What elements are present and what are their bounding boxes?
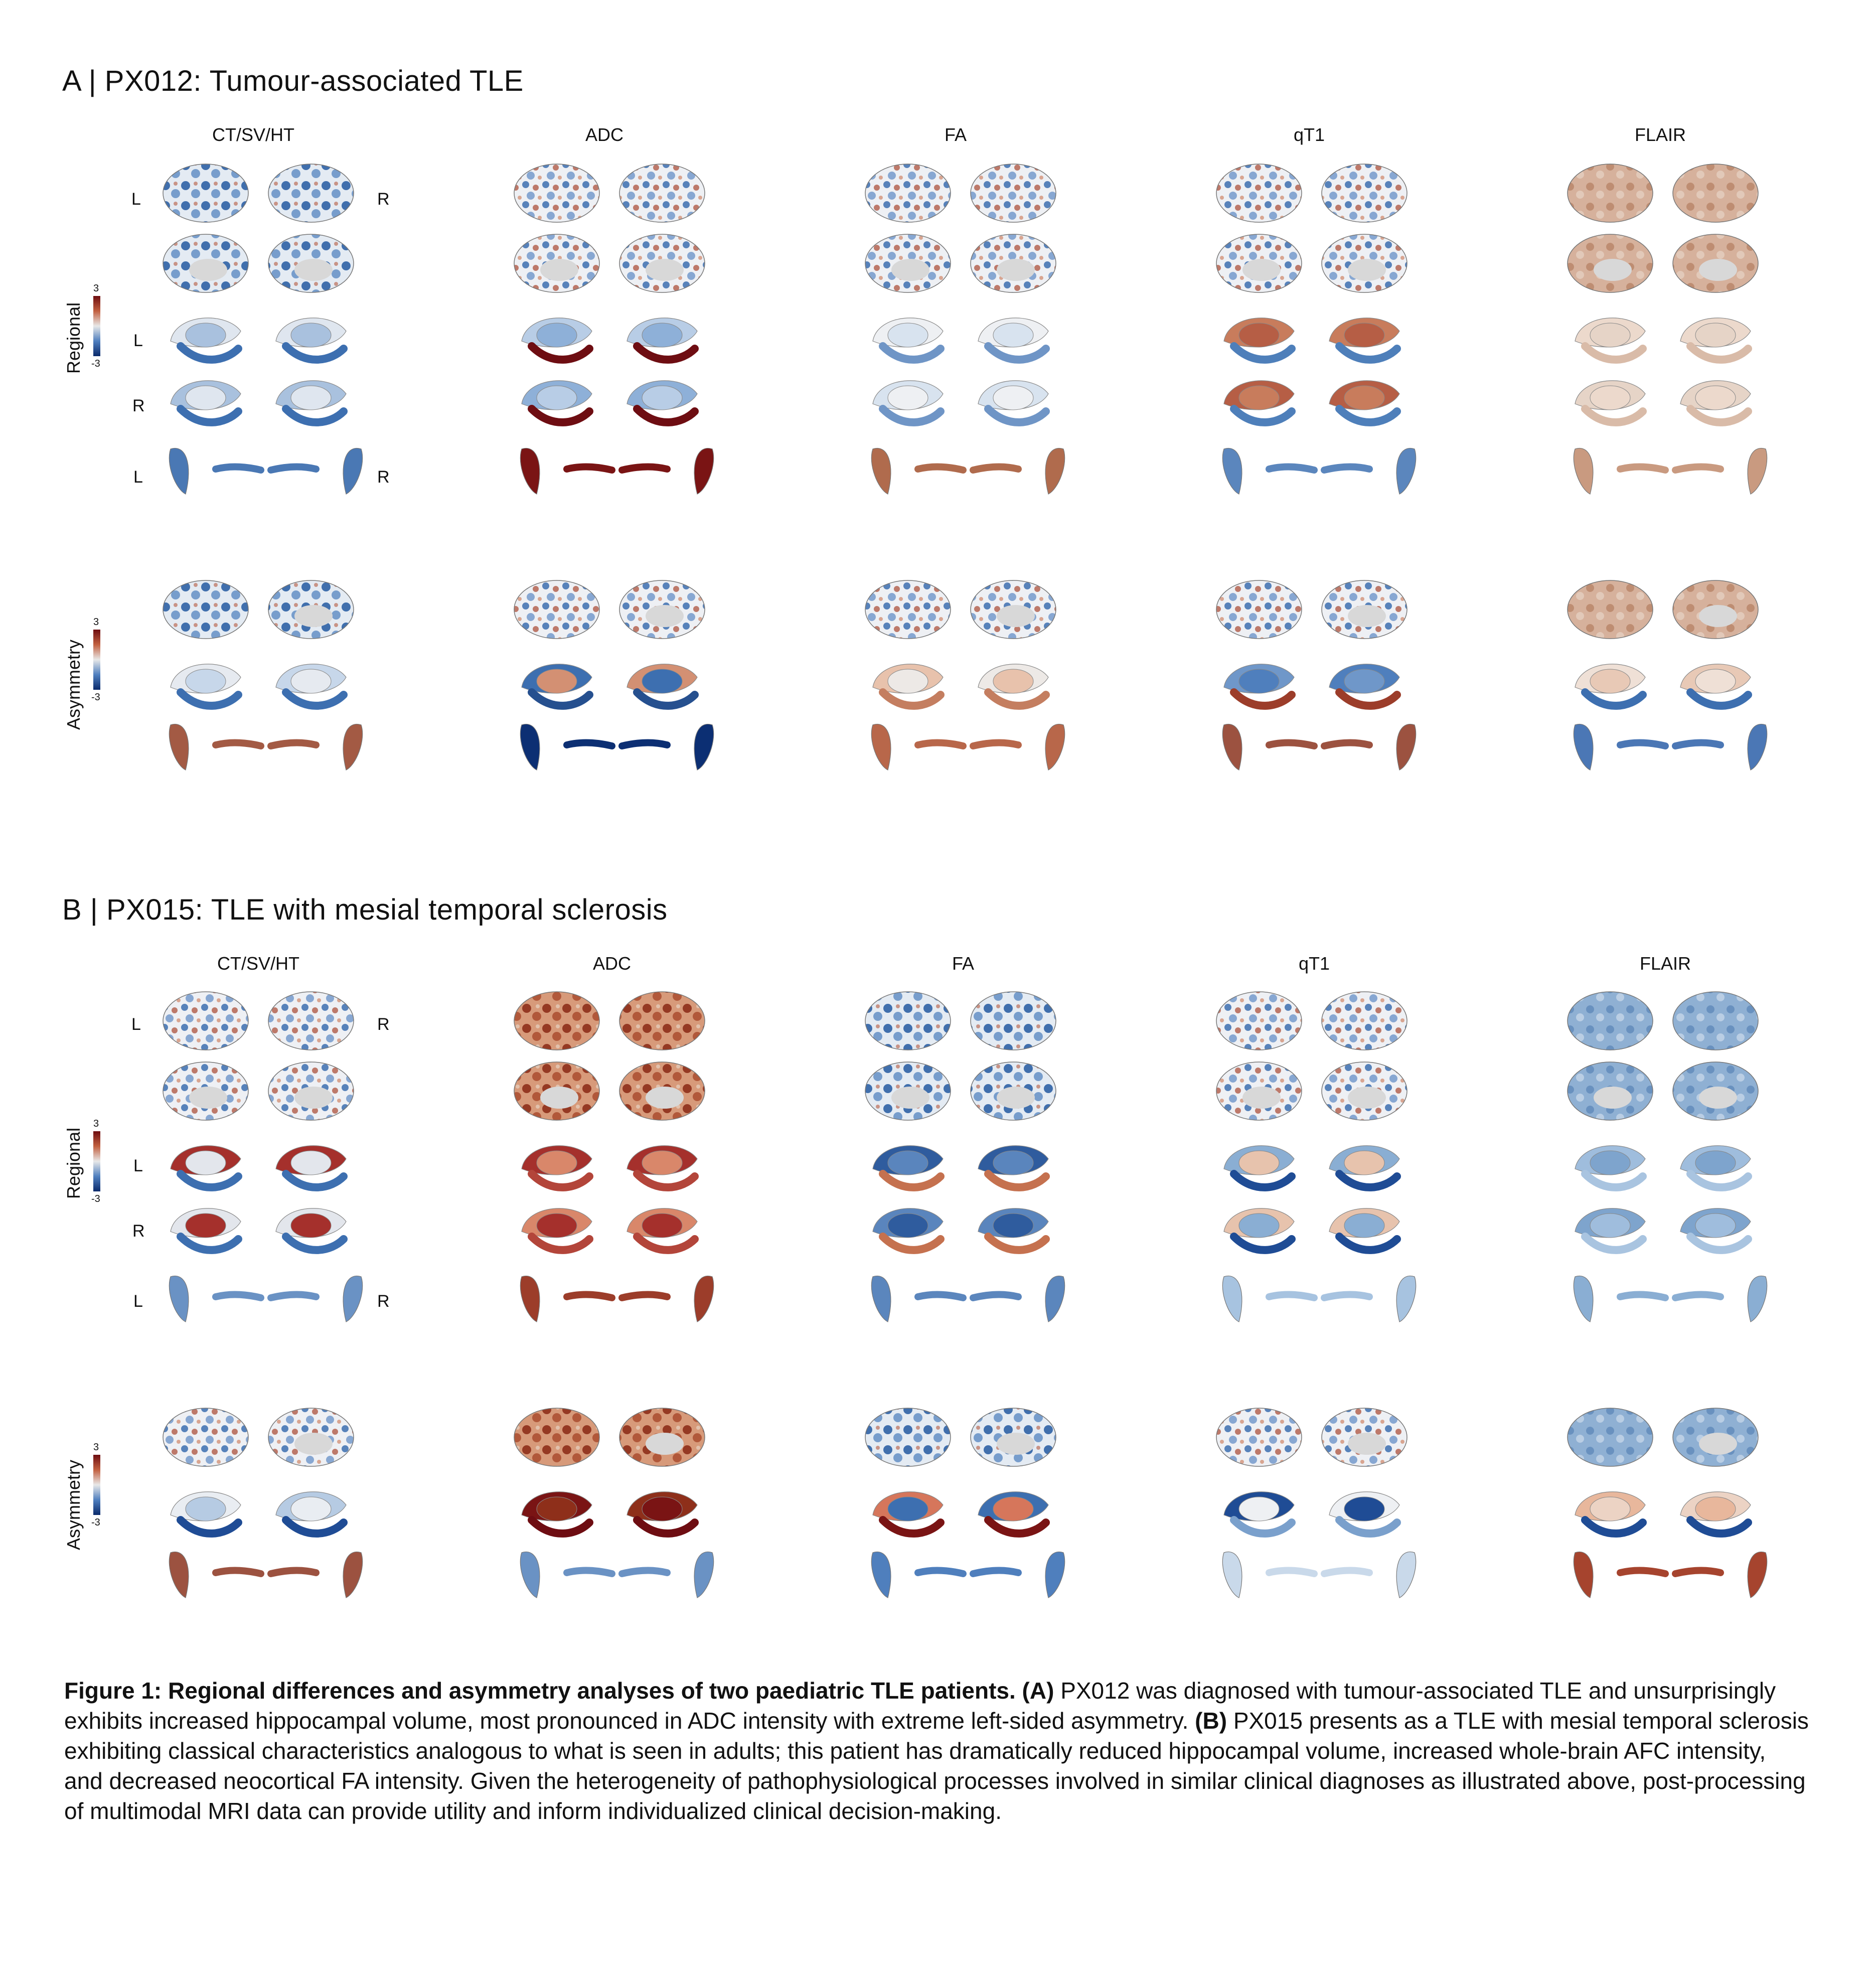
p0c2-asym-subcortical-right-nucleus	[993, 669, 1033, 693]
p1c0-lateral-right-hemisphere	[268, 992, 354, 1050]
p0c1-subcortical-right-1-tail	[637, 346, 695, 360]
p0c2-asym-subcortical-right-tail	[988, 692, 1046, 706]
p0c4-asym-subcortical-left-tail	[1585, 692, 1643, 706]
p0c1-subcortical-right-1-nucleus	[642, 323, 682, 347]
p0c2-hippocampus-flat-left	[918, 467, 963, 470]
p0c0-asym-subcortical-left-tail	[181, 692, 238, 706]
caption-b-tag: (B)	[1195, 1708, 1227, 1734]
p0c1-medial-left-hemisphere-core	[540, 259, 578, 281]
p0c0-subcortical-right-1-tail	[286, 346, 344, 360]
p1c1-subcortical-left-1-tail	[532, 1174, 589, 1187]
p0c2-asym-subcortical-left-nucleus	[888, 669, 928, 693]
p1c2-asym-hippocampus-flat-right	[973, 1570, 1018, 1574]
p0c1-asym-hippocampus-left	[520, 724, 540, 770]
p1c1-hippocampus-flat-right	[622, 1294, 667, 1298]
p1c0-asym-medial-core	[294, 1433, 333, 1455]
p0c1-asym-hippocampus-flat-left	[567, 742, 612, 746]
p0c4-subcortical-right-2-nucleus	[1695, 386, 1736, 410]
p0c0-medial-right-hemisphere-core	[294, 259, 333, 281]
p1c3-asym-subcortical-right-tail	[1339, 1520, 1397, 1534]
figure-caption	[64, 1676, 1810, 1826]
p1c0-asym-subcortical-right-tail	[286, 1520, 344, 1534]
p0c4-subcortical-left-2-tail	[1585, 409, 1643, 422]
panel-a-row-asymmetry: Asymmetry	[63, 640, 84, 730]
panel-b-col-adc: ADC	[592, 953, 632, 974]
panel-a-label-L3: L	[133, 468, 143, 487]
p0c3-subcortical-right-2-tail	[1339, 409, 1397, 422]
p1c1-subcortical-left-1-nucleus	[537, 1151, 577, 1175]
p1c1-subcortical-left-2-tail	[532, 1237, 589, 1250]
p1c3-subcortical-left-1-nucleus	[1239, 1151, 1279, 1175]
panel-a-col-adc: ADC	[585, 124, 624, 145]
p1c1-asym-subcortical-right-nucleus	[642, 1497, 682, 1521]
p0c2-asym-hippocampus-flat-right	[973, 742, 1018, 746]
p1c4-asym-subcortical-right-nucleus	[1695, 1497, 1736, 1521]
p0c2-subcortical-left-2-nucleus	[888, 386, 928, 410]
p1c4-lateral-left-hemisphere	[1568, 992, 1653, 1050]
panel-b-label-R2: R	[132, 1222, 145, 1241]
p1c0-asym-lateral	[163, 1408, 248, 1466]
p0c2-lateral-left-hemisphere	[865, 164, 951, 222]
p0c0-subcortical-left-2-nucleus	[186, 386, 226, 410]
p1c4-medial-left-hemisphere-core	[1594, 1087, 1632, 1109]
p0c3-subcortical-left-2-nucleus	[1239, 386, 1279, 410]
p1c1-hippocampus-flat-left	[567, 1294, 612, 1298]
p0c2-medial-left-hemisphere-core	[891, 259, 929, 281]
panel-b-colorbar-regional: -3 3	[91, 1118, 100, 1204]
p0c1-subcortical-right-2-tail	[637, 409, 695, 422]
p0c1-subcortical-left-2-nucleus	[537, 386, 577, 410]
panel-a-label-R3: R	[377, 468, 390, 487]
p0c3-subcortical-left-2-tail	[1234, 409, 1292, 422]
p1c2-asym-subcortical-left-nucleus	[888, 1497, 928, 1521]
p1c1-lateral-left-hemisphere	[514, 992, 599, 1050]
p1c4-asym-hippocampus-right	[1748, 1552, 1767, 1598]
panel-b-label-R1: R	[377, 1015, 390, 1034]
p0c0-subcortical-right-2-tail	[286, 409, 344, 422]
p0c3-hippocampus-right	[1396, 448, 1416, 494]
panel-b-row-asymmetry: Asymmetry	[63, 1460, 84, 1550]
p0c2-asym-medial-core	[997, 605, 1035, 627]
p0c1-medial-right-hemisphere-core	[646, 259, 684, 281]
p1c4-subcortical-left-1-tail	[1585, 1174, 1643, 1187]
panel-b-title: B | PX015: TLE with mesial temporal sclerosis	[62, 893, 668, 926]
p1c3-hippocampus-flat-left	[1269, 1294, 1314, 1298]
p0c3-subcortical-right-1-nucleus	[1344, 323, 1384, 347]
p1c0-subcortical-left-1-nucleus	[186, 1151, 226, 1175]
p1c2-lateral-right-hemisphere	[971, 992, 1056, 1050]
p0c1-asym-hippocampus-right	[694, 724, 714, 770]
p0c2-asym-subcortical-left-tail	[883, 692, 941, 706]
p0c3-asym-lateral	[1216, 580, 1302, 639]
p0c3-medial-left-hemisphere-core	[1242, 259, 1281, 281]
panel-a-label-L1: L	[131, 190, 141, 209]
p0c0-hippocampus-left	[169, 448, 189, 494]
p1c1-subcortical-right-2-nucleus	[642, 1213, 682, 1238]
p1c2-asym-lateral	[865, 1408, 951, 1466]
p1c4-hippocampus-flat-left	[1620, 1294, 1665, 1298]
p1c3-medial-right-hemisphere-core	[1348, 1087, 1386, 1109]
p0c1-hippocampus-left	[520, 448, 540, 494]
p0c4-medial-right-hemisphere-core	[1699, 259, 1737, 281]
p1c0-asym-hippocampus-right	[343, 1552, 363, 1598]
p0c3-subcortical-right-2-nucleus	[1344, 386, 1384, 410]
p0c1-hippocampus-right	[694, 448, 714, 494]
panel-b-colorbar-asymmetry: -3 3	[91, 1442, 100, 1528]
panel-a-col-fa: FA	[944, 124, 967, 145]
p0c1-subcortical-left-1-tail	[532, 346, 589, 360]
p0c4-asym-lateral	[1568, 580, 1653, 639]
p1c0-asym-hippocampus-flat-left	[216, 1570, 261, 1574]
p1c2-medial-left-hemisphere-core	[891, 1087, 929, 1109]
p1c4-subcortical-left-2-tail	[1585, 1237, 1643, 1250]
p1c1-asym-medial-core	[646, 1433, 684, 1455]
p0c3-asym-subcortical-right-tail	[1339, 692, 1397, 706]
p1c3-asym-hippocampus-left	[1222, 1552, 1242, 1598]
p0c3-asym-medial-core	[1348, 605, 1386, 627]
p1c1-medial-right-hemisphere-core	[646, 1087, 684, 1109]
panel-a-title: A | PX012: Tumour-associated TLE	[62, 65, 524, 97]
p0c1-lateral-left-hemisphere	[514, 164, 599, 222]
p1c0-subcortical-left-1-tail	[181, 1174, 238, 1187]
p1c1-asym-subcortical-left-nucleus	[537, 1497, 577, 1521]
p0c2-lateral-right-hemisphere	[971, 164, 1056, 222]
p1c3-asym-subcortical-left-tail	[1234, 1520, 1292, 1534]
p1c0-subcortical-right-2-tail	[286, 1237, 344, 1250]
p0c4-lateral-right-hemisphere	[1673, 164, 1758, 222]
p1c4-asym-hippocampus-left	[1574, 1552, 1593, 1598]
p0c4-hippocampus-left	[1574, 448, 1593, 494]
p0c1-asym-subcortical-right-tail	[637, 692, 695, 706]
p0c3-asym-hippocampus-left	[1222, 724, 1242, 770]
p1c0-medial-left-hemisphere-core	[189, 1087, 227, 1109]
p0c1-asym-medial-core	[646, 605, 684, 627]
p0c2-asym-lateral	[865, 580, 951, 639]
p0c2-subcortical-left-1-tail	[883, 346, 941, 360]
panel-a-colorbar-regional: -3 3	[91, 283, 100, 369]
p0c1-lateral-right-hemisphere	[619, 164, 705, 222]
p1c0-medial-right-hemisphere-core	[294, 1087, 333, 1109]
p1c3-asym-lateral	[1216, 1408, 1302, 1466]
p0c2-medial-right-hemisphere-core	[997, 259, 1035, 281]
p0c1-subcortical-left-1-nucleus	[537, 323, 577, 347]
p0c2-subcortical-left-1-nucleus	[888, 323, 928, 347]
p0c4-subcortical-right-1-tail	[1690, 346, 1748, 360]
p1c1-asym-hippocampus-left	[520, 1552, 540, 1598]
p1c0-subcortical-left-2-nucleus	[186, 1213, 226, 1238]
p0c3-asym-subcortical-left-nucleus	[1239, 669, 1279, 693]
panel-a-label-L2: L	[133, 331, 143, 350]
p0c0-lateral-right-hemisphere	[268, 164, 354, 222]
p1c2-medial-right-hemisphere-core	[997, 1087, 1035, 1109]
p0c1-subcortical-left-2-tail	[532, 409, 589, 422]
p0c4-hippocampus-flat-right	[1675, 467, 1721, 470]
panel-b-row-regional: Regional	[63, 1127, 84, 1199]
p1c2-lateral-left-hemisphere	[865, 992, 951, 1050]
p0c4-asym-subcortical-right-nucleus	[1695, 669, 1736, 693]
caption-a-tag: (A)	[1022, 1678, 1054, 1704]
p1c3-lateral-right-hemisphere	[1322, 992, 1407, 1050]
p1c4-hippocampus-right	[1748, 1276, 1767, 1322]
p1c4-subcortical-left-2-nucleus	[1590, 1213, 1630, 1238]
p0c0-asym-subcortical-right-nucleus	[291, 669, 331, 693]
p1c4-subcortical-left-1-nucleus	[1590, 1151, 1630, 1175]
p1c3-hippocampus-right	[1396, 1276, 1416, 1322]
p0c4-asym-medial-core	[1699, 605, 1737, 627]
p0c0-asym-hippocampus-right	[343, 724, 363, 770]
p0c2-subcortical-right-2-nucleus	[993, 386, 1033, 410]
p1c2-hippocampus-flat-right	[973, 1294, 1018, 1298]
p1c2-asym-hippocampus-flat-left	[918, 1570, 963, 1574]
p0c2-hippocampus-flat-right	[973, 467, 1018, 470]
p0c0-subcortical-left-2-tail	[181, 409, 238, 422]
p1c4-asym-subcortical-right-tail	[1690, 1520, 1748, 1534]
p1c1-medial-left-hemisphere-core	[540, 1087, 578, 1109]
p0c2-subcortical-right-1-tail	[988, 346, 1046, 360]
p0c3-lateral-left-hemisphere	[1216, 164, 1302, 222]
p1c3-subcortical-right-2-nucleus	[1344, 1213, 1384, 1238]
p0c0-asym-lateral	[163, 580, 248, 639]
p0c4-subcortical-left-2-nucleus	[1590, 386, 1630, 410]
p1c4-subcortical-right-1-tail	[1690, 1174, 1748, 1187]
p0c4-asym-subcortical-right-tail	[1690, 692, 1748, 706]
p1c1-subcortical-right-1-tail	[637, 1174, 695, 1187]
p1c1-hippocampus-left	[520, 1276, 540, 1322]
p0c1-hippocampus-flat-right	[622, 467, 667, 470]
p1c0-hippocampus-right	[343, 1276, 363, 1322]
p0c4-asym-hippocampus-right	[1748, 724, 1767, 770]
p1c4-asym-medial-core	[1699, 1433, 1737, 1455]
p0c3-lateral-right-hemisphere	[1322, 164, 1407, 222]
p1c1-asym-hippocampus-flat-right	[622, 1570, 667, 1574]
p0c1-asym-subcortical-right-nucleus	[642, 669, 682, 693]
p1c3-hippocampus-left	[1222, 1276, 1242, 1322]
p1c4-subcortical-right-2-tail	[1690, 1237, 1748, 1250]
p0c2-hippocampus-left	[871, 448, 891, 494]
p0c3-hippocampus-left	[1222, 448, 1242, 494]
p0c3-subcortical-left-1-nucleus	[1239, 323, 1279, 347]
p1c3-subcortical-left-2-tail	[1234, 1237, 1292, 1250]
p0c0-asym-hippocampus-flat-left	[216, 742, 261, 746]
p0c0-medial-left-hemisphere-core	[189, 259, 227, 281]
panel-b-label-L1: L	[131, 1015, 141, 1034]
p1c4-asym-hippocampus-flat-right	[1675, 1570, 1721, 1574]
p1c2-subcortical-left-1-tail	[883, 1174, 941, 1187]
p0c2-subcortical-left-2-tail	[883, 409, 941, 422]
p1c3-lateral-left-hemisphere	[1216, 992, 1302, 1050]
p1c3-hippocampus-flat-right	[1324, 1294, 1369, 1298]
p0c3-hippocampus-flat-left	[1269, 467, 1314, 470]
p1c0-subcortical-left-2-tail	[181, 1237, 238, 1250]
p1c1-asym-hippocampus-flat-left	[567, 1570, 612, 1574]
p1c2-subcortical-right-1-tail	[988, 1174, 1046, 1187]
p1c1-hippocampus-right	[694, 1276, 714, 1322]
p1c3-asym-hippocampus-flat-left	[1269, 1570, 1314, 1574]
p0c0-subcortical-right-1-nucleus	[291, 323, 331, 347]
p0c3-subcortical-right-1-tail	[1339, 346, 1397, 360]
p1c1-subcortical-right-1-nucleus	[642, 1151, 682, 1175]
p0c2-asym-hippocampus-right	[1045, 724, 1065, 770]
p0c0-asym-subcortical-right-tail	[286, 692, 344, 706]
p0c0-hippocampus-right	[343, 448, 363, 494]
p1c0-hippocampus-left	[169, 1276, 189, 1322]
p0c4-subcortical-right-2-tail	[1690, 409, 1748, 422]
p1c4-asym-lateral	[1568, 1408, 1653, 1466]
p0c4-subcortical-left-1-tail	[1585, 346, 1643, 360]
p1c3-medial-left-hemisphere-core	[1242, 1087, 1281, 1109]
p1c1-asym-subcortical-left-tail	[532, 1520, 589, 1534]
p0c3-hippocampus-flat-right	[1324, 467, 1369, 470]
p1c0-asym-subcortical-left-nucleus	[186, 1497, 226, 1521]
p1c0-asym-hippocampus-flat-right	[271, 1570, 316, 1574]
p0c3-asym-hippocampus-flat-left	[1269, 742, 1314, 746]
p1c3-asym-hippocampus-right	[1396, 1552, 1416, 1598]
p1c0-lateral-left-hemisphere	[163, 992, 248, 1050]
panel-a-col-qt1: qT1	[1293, 124, 1325, 145]
p0c4-asym-hippocampus-left	[1574, 724, 1593, 770]
p1c2-hippocampus-right	[1045, 1276, 1065, 1322]
panel-b-col-qt1: qT1	[1298, 953, 1330, 974]
p0c4-lateral-left-hemisphere	[1568, 164, 1653, 222]
panel-a-colorbar-asymmetry: -3 3	[91, 617, 100, 703]
p0c4-medial-left-hemisphere-core	[1594, 259, 1632, 281]
p1c3-subcortical-left-1-tail	[1234, 1174, 1292, 1187]
p1c1-asym-hippocampus-right	[694, 1552, 714, 1598]
p1c4-medial-right-hemisphere-core	[1699, 1087, 1737, 1109]
p1c1-subcortical-left-2-nucleus	[537, 1213, 577, 1238]
panel-b-col-ct: CT/SV/HT	[217, 953, 300, 974]
panel-b-col-fa: FA	[952, 953, 975, 974]
p0c0-asym-medial-core	[294, 605, 333, 627]
p0c3-medial-right-hemisphere-core	[1348, 259, 1386, 281]
p1c2-asym-subcortical-right-nucleus	[993, 1497, 1033, 1521]
p1c0-asym-subcortical-left-tail	[181, 1520, 238, 1534]
p0c4-asym-hippocampus-flat-left	[1620, 742, 1665, 746]
p0c3-asym-subcortical-left-tail	[1234, 692, 1292, 706]
p1c2-asym-hippocampus-right	[1045, 1552, 1065, 1598]
p0c2-subcortical-right-2-tail	[988, 409, 1046, 422]
p0c0-asym-hippocampus-left	[169, 724, 189, 770]
panel-a-label-R1: R	[377, 190, 390, 209]
panel-b-label-L2: L	[133, 1156, 143, 1175]
p1c0-subcortical-right-1-tail	[286, 1174, 344, 1187]
p1c0-asym-hippocampus-left	[169, 1552, 189, 1598]
p1c1-lateral-right-hemisphere	[619, 992, 705, 1050]
p1c1-subcortical-right-2-tail	[637, 1237, 695, 1250]
p1c1-asym-lateral	[514, 1408, 599, 1466]
p1c2-asym-subcortical-right-tail	[988, 1520, 1046, 1534]
p1c2-subcortical-left-2-tail	[883, 1237, 941, 1250]
p0c0-hippocampus-flat-left	[216, 467, 261, 470]
p0c3-asym-hippocampus-flat-right	[1324, 742, 1369, 746]
p1c0-hippocampus-flat-right	[271, 1294, 316, 1298]
p1c3-subcortical-right-1-nucleus	[1344, 1151, 1384, 1175]
p1c2-subcortical-right-2-tail	[988, 1237, 1046, 1250]
p1c4-lateral-right-hemisphere	[1673, 992, 1758, 1050]
p1c4-hippocampus-left	[1574, 1276, 1593, 1322]
p1c0-asym-subcortical-right-nucleus	[291, 1497, 331, 1521]
p1c4-asym-subcortical-left-tail	[1585, 1520, 1643, 1534]
p1c3-subcortical-right-1-tail	[1339, 1174, 1397, 1187]
p1c2-subcortical-right-2-nucleus	[993, 1213, 1033, 1238]
p0c1-asym-hippocampus-flat-right	[622, 742, 667, 746]
p0c0-lateral-left-hemisphere	[163, 164, 248, 222]
p1c4-asym-subcortical-left-nucleus	[1590, 1497, 1630, 1521]
panel-a-row-regional: Regional	[63, 302, 84, 374]
p0c4-subcortical-left-1-nucleus	[1590, 323, 1630, 347]
p1c3-asym-subcortical-left-nucleus	[1239, 1497, 1279, 1521]
p1c0-hippocampus-flat-left	[216, 1294, 261, 1298]
p0c0-asym-hippocampus-flat-right	[271, 742, 316, 746]
panel-b-label-R3: R	[377, 1292, 390, 1311]
p1c3-asym-medial-core	[1348, 1433, 1386, 1455]
p0c4-hippocampus-flat-left	[1620, 467, 1665, 470]
p1c4-subcortical-right-1-nucleus	[1695, 1151, 1736, 1175]
p0c3-subcortical-left-1-tail	[1234, 346, 1292, 360]
p1c3-asym-hippocampus-flat-right	[1324, 1570, 1369, 1574]
panel-a-label-R2: R	[132, 396, 145, 415]
caption-lead: Figure 1: Regional differences and asymmetry analyses of two paediatric TLE patients.	[64, 1678, 1016, 1704]
p0c4-asym-subcortical-left-nucleus	[1590, 669, 1630, 693]
p0c2-subcortical-right-1-nucleus	[993, 323, 1033, 347]
panel-b-label-L3: L	[133, 1292, 143, 1311]
p1c2-asym-medial-core	[997, 1433, 1035, 1455]
p0c4-asym-hippocampus-flat-right	[1675, 742, 1721, 746]
p1c0-subcortical-right-2-nucleus	[291, 1213, 331, 1238]
p0c1-asym-lateral	[514, 580, 599, 639]
p1c1-asym-subcortical-right-tail	[637, 1520, 695, 1534]
p0c3-asym-subcortical-right-nucleus	[1344, 669, 1384, 693]
p1c2-asym-subcortical-left-tail	[883, 1520, 941, 1534]
p1c4-asym-hippocampus-flat-left	[1620, 1570, 1665, 1574]
p0c1-hippocampus-flat-left	[567, 467, 612, 470]
p0c1-asym-subcortical-left-tail	[532, 692, 589, 706]
p1c4-hippocampus-flat-right	[1675, 1294, 1721, 1298]
p0c3-asym-hippocampus-right	[1396, 724, 1416, 770]
p1c4-subcortical-right-2-nucleus	[1695, 1213, 1736, 1238]
p0c1-subcortical-right-2-nucleus	[642, 386, 682, 410]
p1c2-asym-hippocampus-left	[871, 1552, 891, 1598]
panel-b-col-flair: FLAIR	[1639, 953, 1691, 974]
p0c4-hippocampus-right	[1748, 448, 1767, 494]
p1c2-subcortical-left-2-nucleus	[888, 1213, 928, 1238]
p0c0-asym-subcortical-left-nucleus	[186, 669, 226, 693]
p0c0-hippocampus-flat-right	[271, 467, 316, 470]
p1c2-subcortical-left-1-nucleus	[888, 1151, 928, 1175]
p1c3-subcortical-left-2-nucleus	[1239, 1213, 1279, 1238]
p0c1-asym-subcortical-left-nucleus	[537, 669, 577, 693]
p0c4-subcortical-right-1-nucleus	[1695, 323, 1736, 347]
p0c0-subcortical-right-2-nucleus	[291, 386, 331, 410]
p1c3-subcortical-right-2-tail	[1339, 1237, 1397, 1250]
p1c0-subcortical-right-1-nucleus	[291, 1151, 331, 1175]
caption-b-text: PX015 presents as a TLE with mesial temporal sclerosis exhibiting classical characteristics analogous to what is seen in adults; this patient has dramatically reduced hippocampal volume, increased whole-brain AFC intensity, and decreased neocortical FA intensity. Given the heterogeneity of pathophysiological processes involved in similar clinical diagnoses as illustrated above, post-processing of multimodal MRI data can provide utility and inform individualized clinical decision-making.	[64, 1708, 1809, 1824]
p1c2-hippocampus-left	[871, 1276, 891, 1322]
p0c2-asym-hippocampus-flat-left	[918, 742, 963, 746]
p0c2-asym-hippocampus-left	[871, 724, 891, 770]
p1c3-asym-subcortical-right-nucleus	[1344, 1497, 1384, 1521]
p1c2-hippocampus-flat-left	[918, 1294, 963, 1298]
panel-a-col-flair: FLAIR	[1634, 124, 1686, 145]
p0c0-subcortical-left-1-tail	[181, 346, 238, 360]
panel-a-col-ct: CT/SV/HT	[212, 124, 295, 145]
p0c2-hippocampus-right	[1045, 448, 1065, 494]
caption-a-text: PX012 was diagnosed with tumour-associated TLE and unsurprisingly exhibits increased hippocampal volume, most pronounced in ADC intensity with extreme left-sided asymmetry.	[64, 1678, 1776, 1734]
p1c2-subcortical-right-1-nucleus	[993, 1151, 1033, 1175]
p0c0-subcortical-left-1-nucleus	[186, 323, 226, 347]
